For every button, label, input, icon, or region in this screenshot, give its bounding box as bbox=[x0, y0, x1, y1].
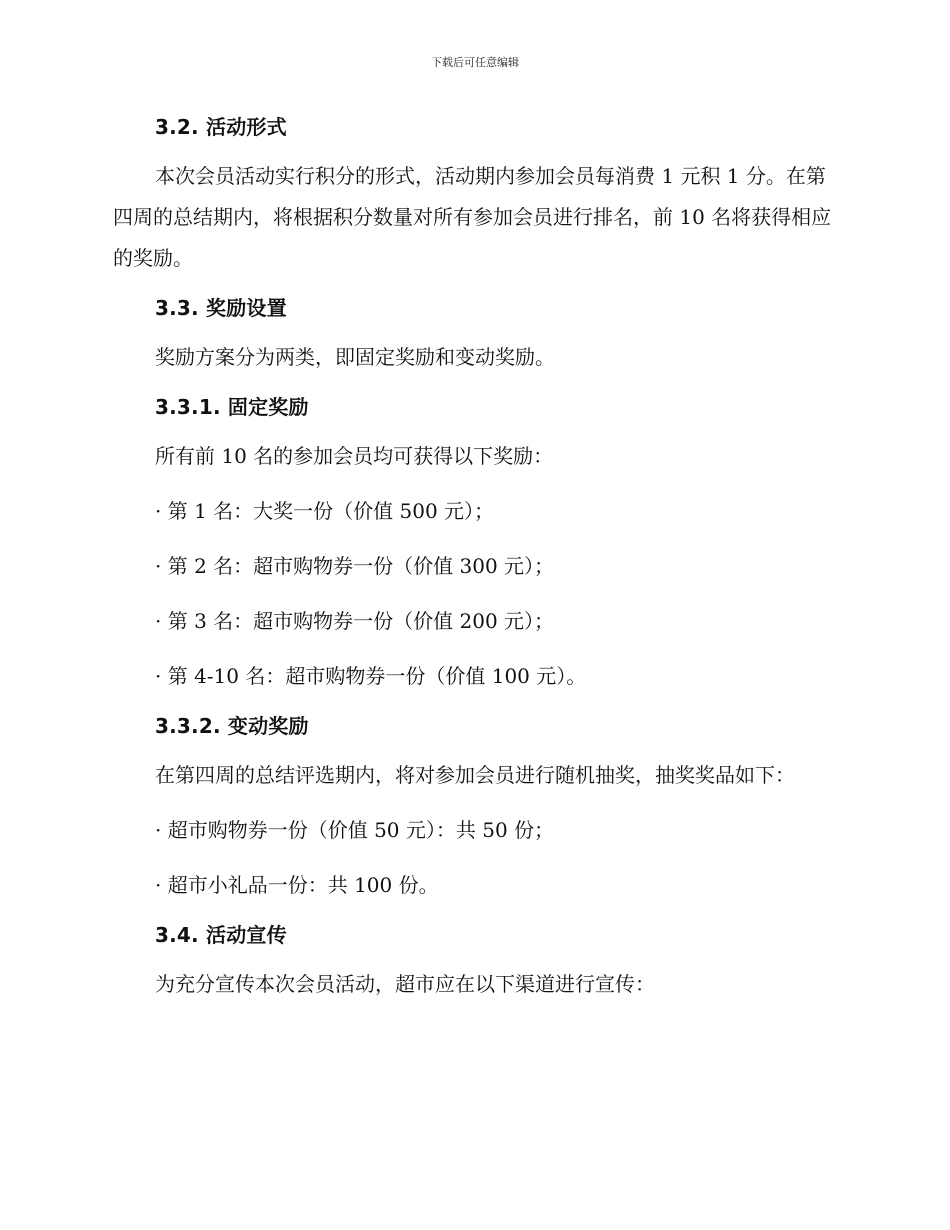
section-heading-3-4: 3.4. 活动宣传 bbox=[155, 923, 287, 947]
section-heading-3-2: 3.2. 活动形式 bbox=[155, 115, 287, 139]
list-item: · 第 2 名：超市购物券一份（价值 300 元）； bbox=[155, 554, 555, 578]
list-item: · 超市购物券一份（价值 50 元）：共 50 份； bbox=[155, 818, 555, 842]
list-item: · 超市小礼品一份：共 100 份。 bbox=[155, 873, 439, 897]
section-heading-3-3: 3.3. 奖励设置 bbox=[155, 296, 287, 320]
section-heading-3-3-2: 3.3.2. 变动奖励 bbox=[155, 714, 309, 738]
section-paragraph-3-4: 为充分宣传本次会员活动，超市应在以下渠道进行宣传： bbox=[155, 972, 655, 996]
list-item: · 第 3 名：超市购物券一份（价值 200 元）； bbox=[155, 609, 555, 633]
page-header-note: 下载后可任意编辑 bbox=[431, 56, 519, 69]
section-heading-3-3-1: 3.3.1. 固定奖励 bbox=[155, 395, 309, 419]
section-paragraph-3-2: 本次会员活动实行积分的形式，活动期内参加会员每消费 1 元积 1 分。在第四周的总结期内，将根据积分数量对所有参加会员进行排名，前 10 名将获得相应的奖励。 bbox=[113, 164, 832, 270]
list-item: · 第 1 名：大奖一份（价值 500 元）； bbox=[155, 499, 495, 523]
list-item: · 第 4-10 名：超市购物券一份（价值 100 元）。 bbox=[155, 664, 587, 688]
section-paragraph-3-3: 奖励方案分为两类，即固定奖励和变动奖励。 bbox=[155, 345, 555, 369]
document-body bbox=[113, 110, 843, 1005]
fixed-reward-intro: 所有前 10 名的参加会员均可获得以下奖励： bbox=[155, 444, 554, 468]
section-paragraph-3-3-2: 在第四周的总结评选期内，将对参加会员进行随机抽奖，抽奖奖品如下： bbox=[155, 763, 795, 787]
